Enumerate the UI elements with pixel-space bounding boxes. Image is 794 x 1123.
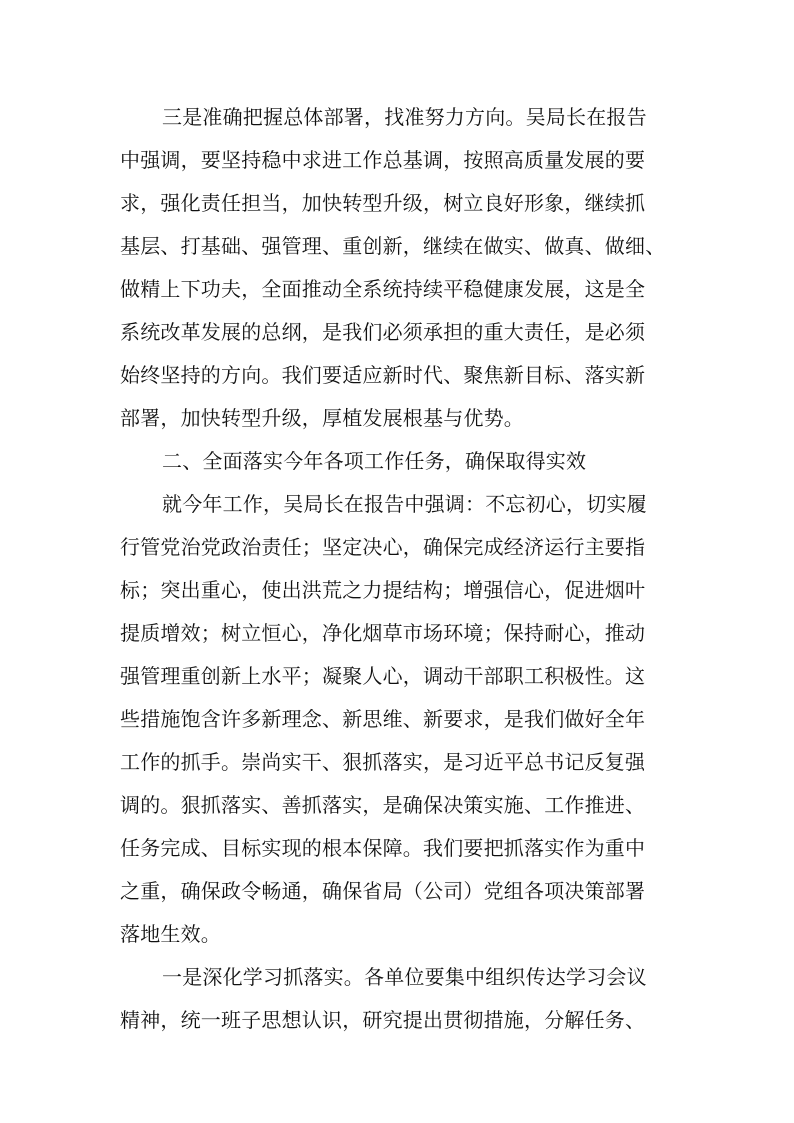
paragraph-line: 部署，加快转型升级，厚植发展根基与优势。 (120, 406, 524, 430)
paragraph-line: 三是准确把握总体部署，找准努力方向。吴局长在报告 (162, 105, 647, 129)
paragraph-line: 调的。狠抓落实、善抓落实，是确保决策实施、工作推进、 (120, 793, 646, 817)
paragraph-line: 做精上下功夫，全面推动全系统持续平稳健康发展，这是全 (120, 277, 646, 301)
paragraph-line: 系统改革发展的总纲，是我们必须承担的重大责任，是必须 (120, 320, 646, 344)
paragraph-line: 一是深化学习抓落实。各单位要集中组织传达学习会议 (162, 965, 647, 989)
paragraph-line: 标；突出重心，使出洪荒之力提结构；增强信心，促进烟叶 (120, 578, 646, 602)
paragraph-line: 就今年工作，吴局长在报告中强调：不忘初心，切实履 (162, 492, 647, 516)
paragraph-line: 中强调，要坚持稳中求进工作总基调，按照高质量发展的要 (120, 148, 646, 172)
paragraph-line: 工作的抓手。崇尚实干、狠抓落实，是习近平总书记反复强 (120, 750, 646, 774)
section-heading: 二、全面落实今年各项工作任务，确保取得实效 (162, 449, 587, 473)
paragraph-line: 精神，统一班子思想认识，研究提出贯彻措施，分解任务、 (120, 1008, 646, 1032)
paragraph-line: 提质增效；树立恒心，净化烟草市场环境；保持耐心，推动 (120, 621, 646, 645)
paragraph-line: 始终坚持的方向。我们要适应新时代、聚焦新目标、落实新 (120, 363, 646, 387)
paragraph-line: 行管党治党政治责任；坚定决心，确保完成经济运行主要指 (120, 535, 646, 559)
paragraph-line: 任务完成、目标实现的根本保障。我们要把抓落实作为重中 (120, 836, 646, 860)
paragraph-line: 强管理重创新上水平；凝聚人心，调动干部职工积极性。这 (120, 664, 646, 688)
paragraph-line: 之重，确保政令畅通，确保省局（公司）党组各项决策部署 (120, 879, 646, 903)
paragraph-line: 些措施饱含许多新理念、新思维、新要求，是我们做好全年 (120, 707, 646, 731)
paragraph-line: 落地生效。 (120, 922, 221, 946)
paragraph-line: 求，强化责任担当，加快转型升级，树立良好形象，继续抓 (120, 191, 646, 215)
paragraph-line: 基层、打基础、强管理、重创新，继续在做实、做真、做细、 (120, 234, 666, 258)
